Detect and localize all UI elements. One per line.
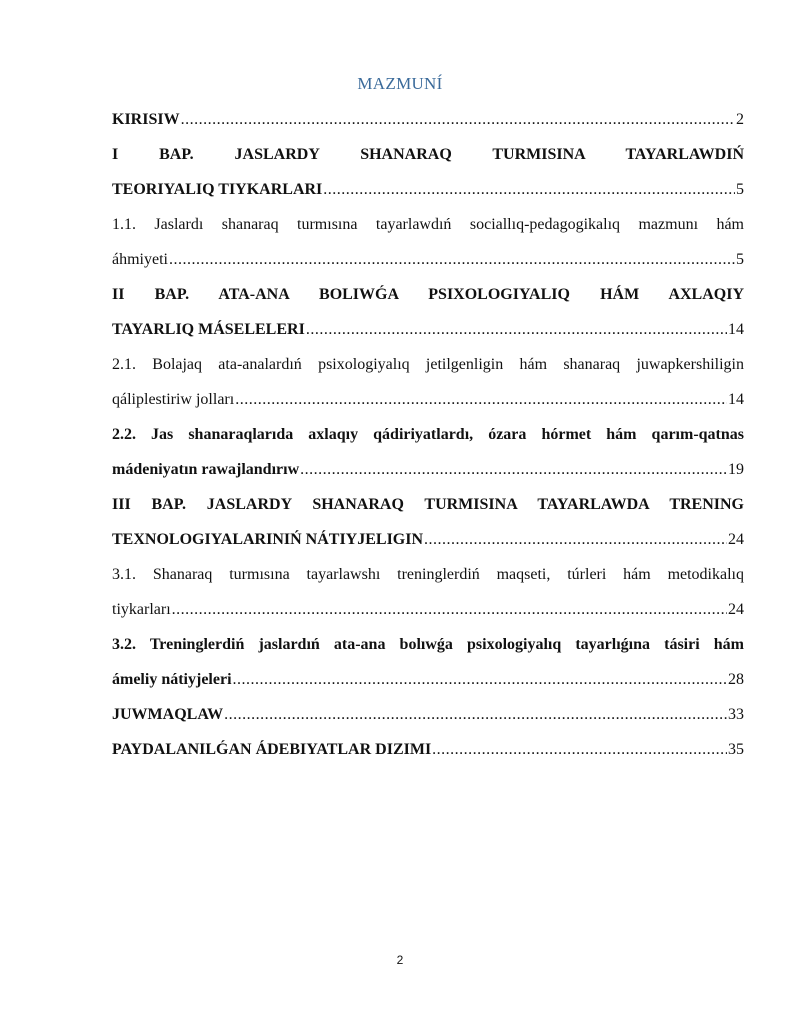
toc-entry-title-line2: TAYARLIQ MÁSELELERI — [112, 321, 305, 338]
toc-heading: MAZMUNÍ — [357, 74, 443, 93]
toc-entry[interactable] — [112, 347, 744, 417]
toc-leader-dots — [300, 452, 727, 487]
toc-entry-title-line2: TEXNOLOGIYALARINIŃ NÁTIYJELIGIN — [112, 531, 424, 548]
toc-page-number: 5 — [736, 181, 744, 198]
toc-entry-title: PAYDALANILǴAN ÁDEBIYATLAR DIZIMI — [112, 741, 432, 758]
toc-page-number: 35 — [728, 741, 744, 758]
toc-leader-dots — [169, 242, 735, 277]
toc-leader-dots — [323, 172, 735, 207]
toc-entry-title-line1: 3.2. Treninglerdiń jaslardıń ata-ana bolıwǵa psixologiyalıq tayarlıǵına tásiri hám — [112, 636, 744, 653]
toc-entry-title-line1: II BAP. ATA-ANA BOLIWǴA PSIXOLOGIYALIQ HÁM AXLAQIY — [112, 286, 744, 303]
toc-entry-title-line1: 1.1. Jaslardı shanaraq turmısına tayarlawdıń sociallıq-pedagogikalıq mazmunı hám — [112, 216, 744, 233]
toc-leader-dots — [224, 697, 727, 732]
toc-entry-title-line2: tiykarları — [112, 601, 171, 618]
toc-leader-dots — [233, 662, 727, 697]
toc-entry-title-line1: 3.1. Shanaraq turmısına tayarlawshı treninglerdiń maqseti, túrleri hám metodikalıq — [112, 566, 744, 583]
toc-leader-dots — [306, 312, 727, 347]
toc-entry[interactable] — [112, 627, 744, 697]
toc-entry-title-line2: ámeliy nátiyjeleri — [112, 671, 232, 688]
toc-entry[interactable] — [112, 207, 744, 277]
toc-entry[interactable] — [112, 487, 744, 557]
toc-page-number: 28 — [728, 671, 744, 688]
toc-entry[interactable] — [112, 277, 744, 347]
toc-entry-title-line1: I BAP. JASLARDY SHANARAQ TURMISINA TAYARLAWDIŃ — [112, 146, 744, 163]
toc-entry-title-line2: áhmiyeti — [112, 251, 168, 268]
toc-leader-dots — [424, 522, 727, 557]
toc-entry[interactable] — [112, 102, 744, 137]
toc-entry-title: JUWMAQLAW — [112, 706, 224, 723]
toc-entry-title-line2: qáliplestiriw jolları — [112, 391, 235, 408]
toc-entry-title: KIRISIW — [112, 111, 180, 128]
toc-entry[interactable] — [112, 697, 744, 732]
toc-leader-dots — [235, 382, 727, 417]
table-of-contents — [112, 102, 744, 767]
toc-entry[interactable] — [112, 137, 744, 207]
toc-leader-dots — [181, 102, 735, 137]
toc-page-number: 5 — [736, 251, 744, 268]
toc-entry-title-line2: TEORIYALIQ TIYKARLARI — [112, 181, 323, 198]
toc-page-number: 24 — [728, 531, 744, 548]
toc-entry-title-line1: 2.1. Bolajaq ata-analardıń psixologiyalıq jetilgenligin hám shanaraq juwapkershiligin — [112, 356, 744, 373]
toc-page-number: 2 — [736, 111, 744, 128]
toc-leader-dots — [432, 732, 727, 767]
toc-page-number: 33 — [728, 706, 744, 723]
toc-entry[interactable] — [112, 557, 744, 627]
toc-page-number: 14 — [728, 321, 744, 338]
toc-leader-dots — [172, 592, 727, 627]
toc-page-number: 24 — [728, 601, 744, 618]
toc-entry[interactable] — [112, 732, 744, 767]
toc-page-number: 19 — [728, 461, 744, 478]
toc-page-number: 14 — [728, 391, 744, 408]
toc-entry-title-line1: III BAP. JASLARDY SHANARAQ TURMISINA TAYARLAWDA TRENING — [112, 496, 744, 513]
toc-entry-title-line1: 2.2. Jas shanaraqlarıda axlaqıy qádiriyatlardı, ózara hórmet hám qarım-qatnas — [112, 426, 744, 443]
page-number: 2 — [396, 953, 404, 967]
toc-entry[interactable] — [112, 417, 744, 487]
toc-entry-title-line2: mádeniyatın rawajlandırıw — [112, 461, 300, 478]
